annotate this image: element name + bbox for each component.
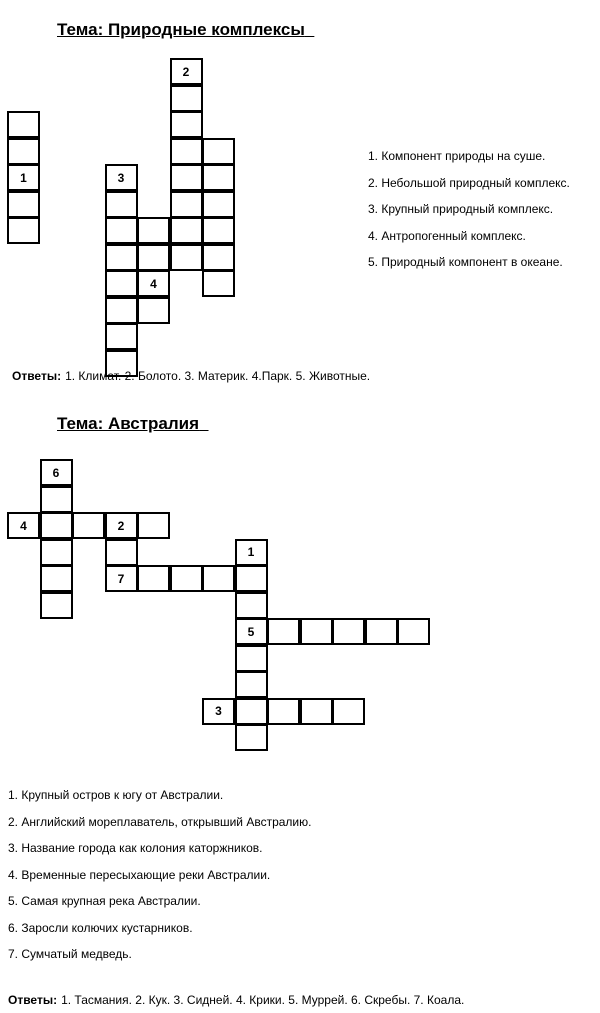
puzzle-2-answers-label: Ответы: bbox=[8, 993, 58, 1007]
crossword-cell bbox=[170, 565, 203, 592]
puzzle-2-clue-3: 3. Название города как колония каторжников. bbox=[8, 841, 263, 855]
crossword-cell bbox=[332, 698, 365, 725]
crossword-cell bbox=[235, 592, 268, 619]
crossword-cell bbox=[300, 618, 333, 645]
puzzle-2-clue-list bbox=[8, 788, 311, 974]
clue-number-2: 2 bbox=[117, 518, 125, 533]
puzzle-2-answers-text: 1. Тасмания. 2. Кук. 3. Сидней. 4. Крики. 5. Муррей. 6. Скребы. 7. Коала. bbox=[61, 993, 465, 1007]
crossword-cell bbox=[7, 512, 40, 539]
crossword-cell bbox=[137, 512, 170, 539]
crossword-cell bbox=[235, 539, 268, 566]
crossword-cell bbox=[40, 486, 73, 513]
crossword-cell bbox=[40, 565, 73, 592]
crossword-cell bbox=[105, 512, 138, 539]
crossword-cell bbox=[300, 698, 333, 725]
clue-number-2: 2 bbox=[182, 64, 190, 79]
clue-number-4: 4 bbox=[150, 276, 157, 291]
crossword-cell bbox=[105, 539, 138, 566]
crossword-cell bbox=[235, 724, 268, 751]
crossword-cell bbox=[397, 618, 430, 645]
clue-number-1: 1 bbox=[247, 545, 255, 559]
crossword-cell bbox=[235, 645, 268, 672]
clue-number-7: 7 bbox=[117, 571, 125, 586]
crossword-cell bbox=[40, 539, 73, 566]
crossword-cell bbox=[40, 459, 73, 486]
crossword-cell bbox=[40, 512, 73, 539]
crossword-cell bbox=[365, 618, 398, 645]
puzzle-2-clue-5: 5. Самая крупная река Австралии. bbox=[8, 894, 201, 908]
puzzle-2-clue-4: 4. Временные пересыхающие реки Австралии. bbox=[8, 867, 271, 882]
puzzle-1-title: Тема: Природные комплексы bbox=[57, 20, 305, 39]
puzzle-1-clue-3: 3. Крупный природный комплекс. bbox=[368, 202, 554, 216]
puzzle-2-clue-1: 1. Крупный остров к югу от Австралии. bbox=[8, 788, 224, 802]
crossword-cell bbox=[267, 618, 300, 645]
crossword-cell bbox=[40, 592, 73, 619]
puzzle-2-clue-2: 2. Английский мореплаватель, открывший Австралию. bbox=[8, 814, 312, 829]
puzzle-1-clue-5: 5. Природный компонент в океане. bbox=[368, 255, 563, 269]
crossword-cell bbox=[235, 565, 268, 592]
clue-number-3: 3 bbox=[215, 704, 222, 718]
crossword-cell bbox=[235, 618, 268, 645]
puzzle-2-title: Тема: Австралия bbox=[57, 414, 200, 433]
clue-number-4: 4 bbox=[20, 518, 27, 533]
crossword-cell bbox=[72, 512, 105, 539]
clue-number-6: 6 bbox=[52, 465, 60, 480]
clue-number-3: 3 bbox=[117, 170, 125, 185]
puzzle-1-clue-1: 1. Компонент природы на суше. bbox=[368, 149, 546, 163]
crossword-cell bbox=[105, 565, 138, 592]
crossword-cell bbox=[235, 671, 268, 698]
puzzle-2-clue-6: 6. Заросли колючих кустарников. bbox=[8, 920, 193, 935]
puzzle-1-clue-4: 4. Антропогенный комплекс. bbox=[368, 228, 526, 243]
crossword-cell bbox=[202, 698, 235, 725]
puzzle-1-clue-2: 2. Небольшой природный комплекс. bbox=[368, 175, 570, 190]
crossword-cell bbox=[235, 698, 268, 725]
puzzle-1-answers-text: 1. Климат. 2. Болото. 3. Материк. 4.Парк. 5. Животные. bbox=[65, 369, 371, 383]
clue-number-1: 1 bbox=[20, 170, 27, 185]
puzzle-2-answers bbox=[8, 992, 464, 1008]
puzzle-1-answers-label: Ответы: bbox=[12, 369, 62, 383]
crossword-cell bbox=[332, 618, 365, 645]
crossword-cell bbox=[267, 698, 300, 725]
crossword-cell bbox=[202, 565, 235, 592]
crossword-cell bbox=[137, 565, 170, 592]
clue-number-5: 5 bbox=[247, 624, 255, 639]
puzzle-2-clue-7: 7. Сумчатый медведь. bbox=[8, 947, 132, 961]
